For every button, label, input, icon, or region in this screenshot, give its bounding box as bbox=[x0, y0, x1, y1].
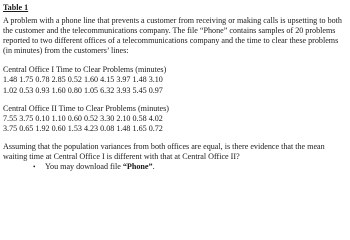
office-2-data bbox=[3, 104, 347, 134]
download-text bbox=[45, 162, 155, 172]
office-2-row-2: 3.75 0.65 1.92 0.60 1.53 4.23 0.08 1.48 1.65 0.72 bbox=[3, 123, 163, 133]
office-1-heading: Central Office I Time to Clear Problems (minutes) bbox=[3, 65, 167, 75]
download-label: You may download file bbox=[45, 162, 123, 172]
office-1-data bbox=[3, 65, 347, 95]
download-period: . bbox=[152, 162, 155, 172]
bullet-icon: • bbox=[33, 163, 36, 172]
download-note bbox=[33, 162, 347, 172]
download-file-name[interactable]: “Phone” bbox=[122, 162, 153, 172]
question-paragraph: Assuming that the population variances from both offices are equal, is there evidence that the mean waiting time at Central Office I is different with that at Central Office II? bbox=[3, 141, 325, 162]
intro-paragraph: A problem with a phone line that prevents a customer from receiving or making calls is upsetting to both the customer and the telecommunications company. The file “Phone” contains samples of 20 problems reported to two different offices of a telecommunications company and the time to clear these problems (in minutes) from the customers’ lines: bbox=[3, 16, 342, 56]
office-1-row-2: 1.02 0.53 0.93 1.60 0.80 1.05 6.32 3.93 5.45 0.97 bbox=[3, 85, 163, 95]
office-2-row-1: 7.55 3.75 0.10 1.10 0.60 0.52 3.30 2.10 0.58 4.02 bbox=[3, 113, 163, 123]
office-2-heading: Central Office II Time to Clear Problems (minutes) bbox=[3, 103, 169, 113]
table-title: Table 1 bbox=[3, 3, 29, 12]
office-1-row-1: 1.48 1.75 0.78 2.85 0.52 1.60 4.15 3.97 1.48 3.10 bbox=[3, 75, 163, 85]
document-page bbox=[3, 3, 347, 172]
